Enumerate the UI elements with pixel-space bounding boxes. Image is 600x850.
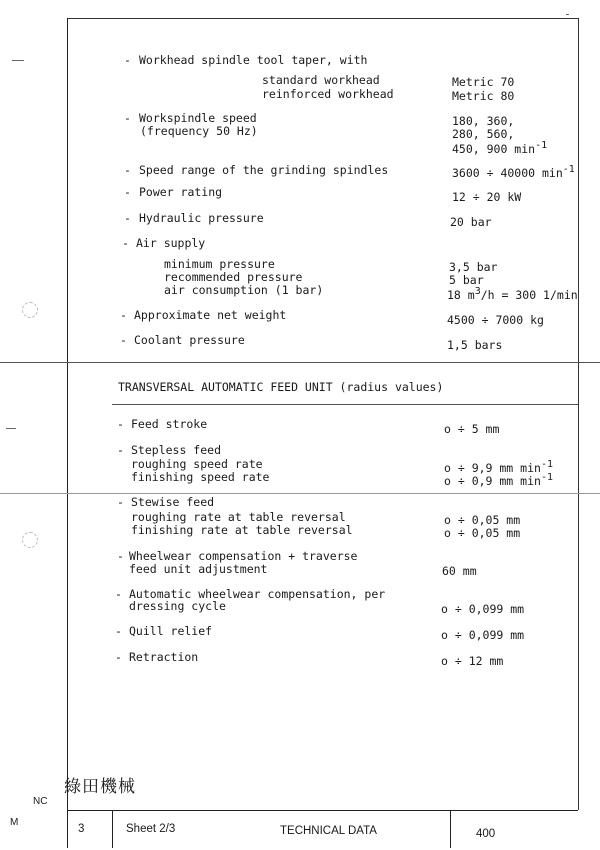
margin-tick [12, 60, 24, 61]
bullet-dash: - [115, 587, 122, 601]
title-block-separator [112, 810, 113, 848]
bullet-dash: - [124, 53, 131, 67]
taper-standard-value: Metric 70 [452, 75, 515, 89]
workspindle-label: Workspindle speed [139, 111, 257, 125]
bullet-dash: - [122, 236, 129, 250]
stewise-rough-value: o ÷ 0,05 mm [444, 513, 521, 527]
document-title: TECHNICAL DATA [280, 825, 377, 837]
feed-unit-heading: TRANSVERSAL AUTOMATIC FEED UNIT (radius values) [118, 380, 444, 394]
stewise-rough-label: roughing rate at table reversal [131, 510, 346, 524]
stepless-rough-exponent: -1 [540, 459, 553, 470]
frame-top-border [67, 18, 578, 19]
grind-speed-label: Speed range of the grinding spindles [139, 163, 389, 177]
stepless-finish-label: finishing speed rate [131, 470, 270, 484]
margin-tick [6, 428, 16, 429]
weight-value: 4500 ÷ 7000 kg [447, 313, 544, 327]
taper-reinforced-label: reinforced workhead [262, 87, 394, 101]
bullet-dash: - [117, 417, 124, 431]
workspindle-value-3: 450, 900 $\min^{-1}$ [452, 140, 548, 156]
quill-relief-value: o ÷ 0,099 mm [441, 628, 525, 642]
frame-right-border [578, 18, 579, 810]
frame-left-border [67, 18, 68, 848]
title-block-separator [450, 810, 451, 848]
wheelwear-sub: feed unit adjustment [129, 562, 268, 576]
stewise-label: Stewise feed [131, 495, 215, 509]
air-min-value: 3,5 bar [449, 260, 498, 274]
bullet-dash: - [117, 443, 124, 457]
workspindle-value-2: 280, 560, [452, 127, 515, 141]
stepless-finish-value: o ÷ 0,9 mm $\min^{-1}$ [444, 472, 553, 488]
company-name-chinese: 綠田機械 [64, 777, 136, 797]
margin-m-label: M [10, 817, 19, 828]
grind-speed-exponent: -1 [562, 164, 575, 175]
bullet-dash: - [115, 650, 122, 664]
page-number: 3 [78, 823, 85, 835]
heading-underline [112, 404, 578, 405]
coolant-label: Coolant pressure [134, 333, 245, 347]
taper-reinforced-value: Metric 80 [452, 89, 515, 103]
fold-line [0, 493, 600, 494]
taper-standard-label: standard workhead [262, 73, 380, 87]
bullet-dash: - [115, 624, 122, 638]
air-min-label: minimum pressure [164, 257, 275, 271]
weight-label: Approximate net weight [134, 308, 287, 322]
power-value: 12 ÷ 20 kW [452, 190, 522, 204]
stepless-finish-exponent: -1 [540, 472, 553, 483]
hydraulic-label: Hydraulic pressure [139, 211, 264, 225]
retraction-value: o ÷ 12 mm [441, 654, 504, 668]
retraction-label: Retraction [129, 650, 199, 664]
air-cons-label: air consumption (1 bar) [164, 283, 324, 297]
air-rec-label: recommended pressure [164, 270, 303, 284]
section-divider [0, 362, 600, 363]
stewise-finish-label: finishing rate at table reversal [131, 523, 353, 537]
wheelwear-value: 60 mm [442, 564, 477, 578]
stewise-finish-value: o ÷ 0,05 mm [444, 526, 521, 540]
taper-label: Workhead spindle tool taper, with [139, 53, 368, 67]
workspindle-value-1: 180, 360, [452, 114, 515, 128]
bullet-dash: - [120, 308, 127, 322]
grind-speed-value: 3600 ÷ 40000 $\min^{-1}$ [452, 164, 575, 180]
stepless-rough-value: o ÷ 9,9 mm $\min^{-1}$ [444, 459, 553, 475]
bullet-dash: - [124, 185, 131, 199]
corner-tick [566, 14, 569, 15]
punch-hole-mark [22, 302, 38, 318]
bullet-dash: - [124, 211, 131, 225]
power-label: Power rating [139, 185, 223, 199]
air-cons-superscript: 3 [474, 286, 481, 297]
stepless-label: Stepless feed [131, 443, 222, 457]
coolant-value: 1,5 bars [447, 338, 503, 352]
air-supply-label: Air supply [136, 236, 206, 250]
bullet-dash: - [117, 549, 124, 563]
feed-stroke-label: Feed stroke [131, 417, 208, 431]
sheet-label: Sheet 2/3 [126, 823, 176, 835]
hydraulic-value: 20 bar [450, 215, 492, 229]
bullet-dash: - [124, 163, 131, 177]
stepless-rough-label: roughing speed rate [131, 457, 263, 471]
punch-hole-mark [22, 532, 38, 548]
wheelwear-label: Wheelwear compensation + traverse [129, 549, 358, 563]
document-code: 400 [476, 828, 496, 840]
auto-wheelwear-label: Automatic wheelwear compensation, per [129, 587, 386, 601]
auto-wheelwear-value: o ÷ 0,099 mm [441, 602, 525, 616]
auto-wheelwear-sub: dressing cycle [129, 599, 226, 613]
workspindle-sub: (frequency 50 Hz) [140, 124, 258, 138]
bullet-dash: - [120, 333, 127, 347]
air-rec-value: 5 bar [449, 273, 484, 287]
bullet-dash: - [124, 111, 131, 125]
margin-nc-label: NC [33, 796, 48, 807]
bullet-dash: - [117, 495, 124, 509]
quill-relief-label: Quill relief [129, 624, 213, 638]
workspindle-exponent: -1 [535, 140, 548, 151]
feed-stroke-value: o ÷ 5 mm [444, 422, 500, 436]
air-cons-value: 18 $m^3/h = 300$ 1/min [447, 286, 578, 302]
